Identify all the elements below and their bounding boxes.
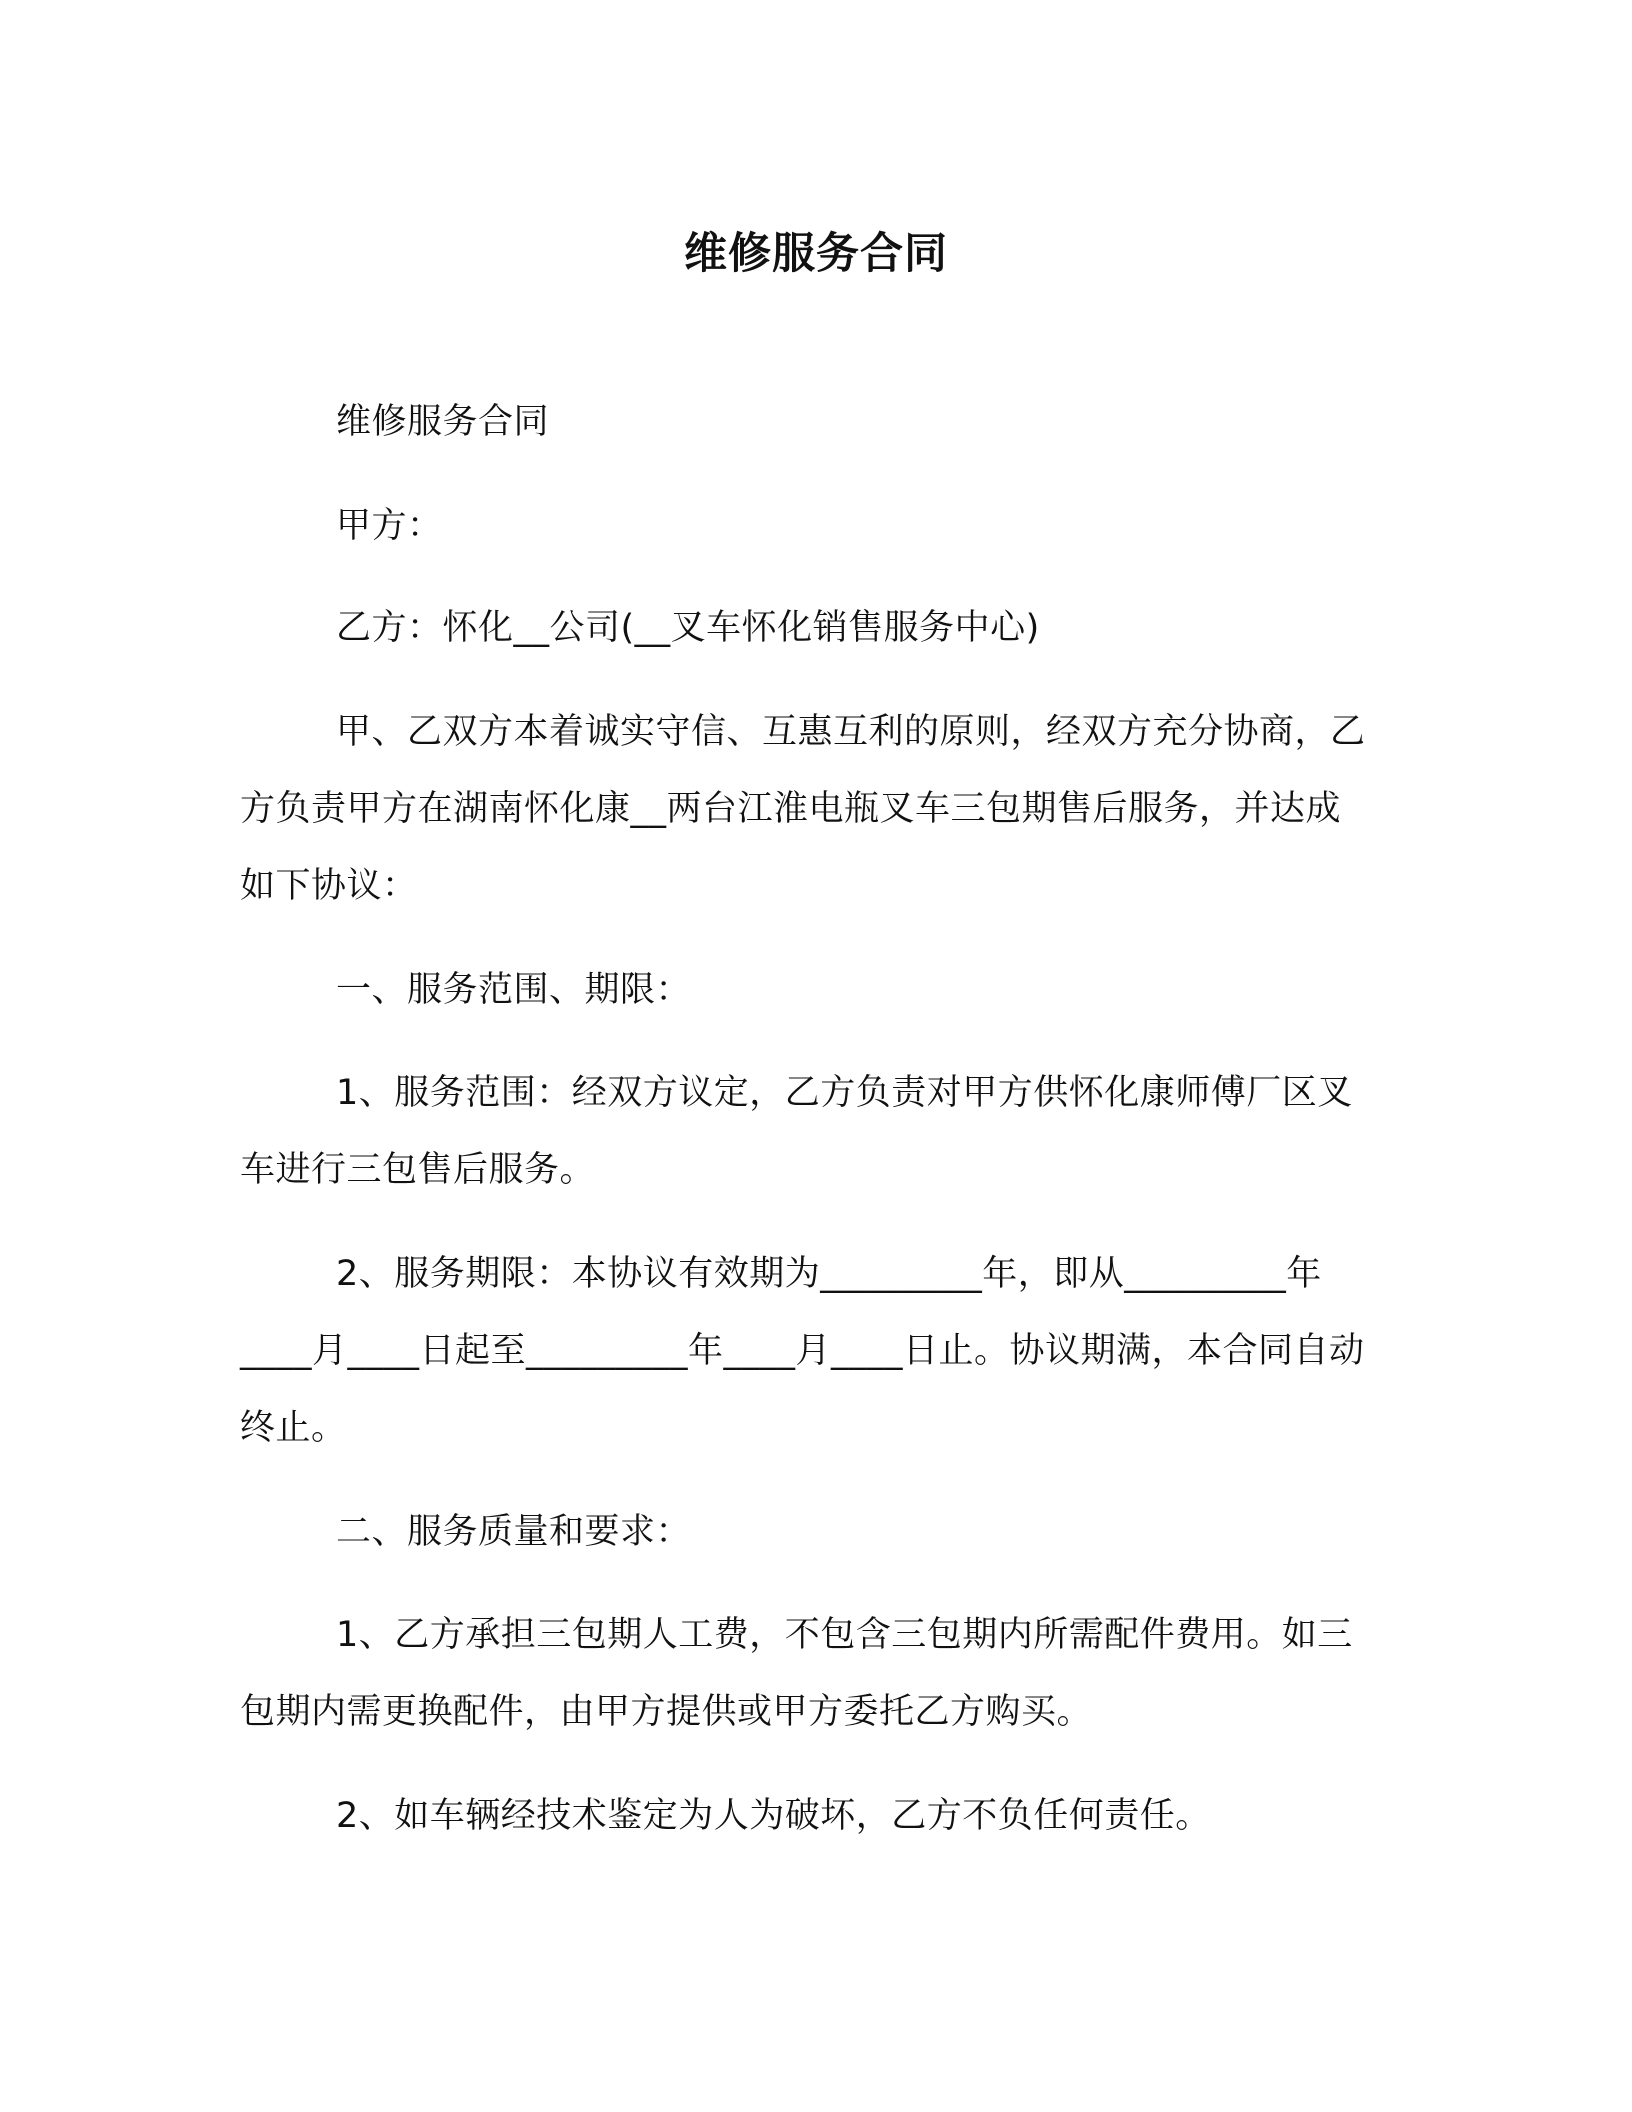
party-b-line: 乙方：怀化__公司(__叉车怀化销售服务中心) [336,608,1040,648]
clause-2-1: 1、乙方承担三包期人工费，不包含三包期内所需配件费用。如三包期内需更换配件，由甲方提供或甲方委托乙方购买。 [240,1615,1353,1732]
clause-2-2: 2、如车辆经技术鉴定为人为破坏，乙方不负任何责任。 [336,1796,1211,1836]
party-a-line: 甲方： [336,506,443,546]
contract-heading: 维修服务合同 [336,402,550,442]
preamble-paragraph: 甲、乙双方本着诚实守信、互惠互利的原则，经双方充分协商，乙方负责甲方在湖南怀化康__两台江淮电瓶叉车三包期售后服务，并达成如下协议： [240,712,1366,906]
document-title: 维修服务合同 [684,229,948,279]
section-1-heading: 一、服务范围、期限： [336,970,692,1010]
section-2-heading: 二、服务质量和要求： [336,1512,692,1552]
clause-1-2: 2、服务期限：本协议有效期为_________年，即从_________年____月____日起至_________年____月____日止。协议期满，本合同自动终止。 [240,1254,1365,1448]
clause-1-1: 1、服务范围：经双方议定，乙方负责对甲方供怀化康师傅厂区叉车进行三包售后服务。 [240,1073,1353,1190]
